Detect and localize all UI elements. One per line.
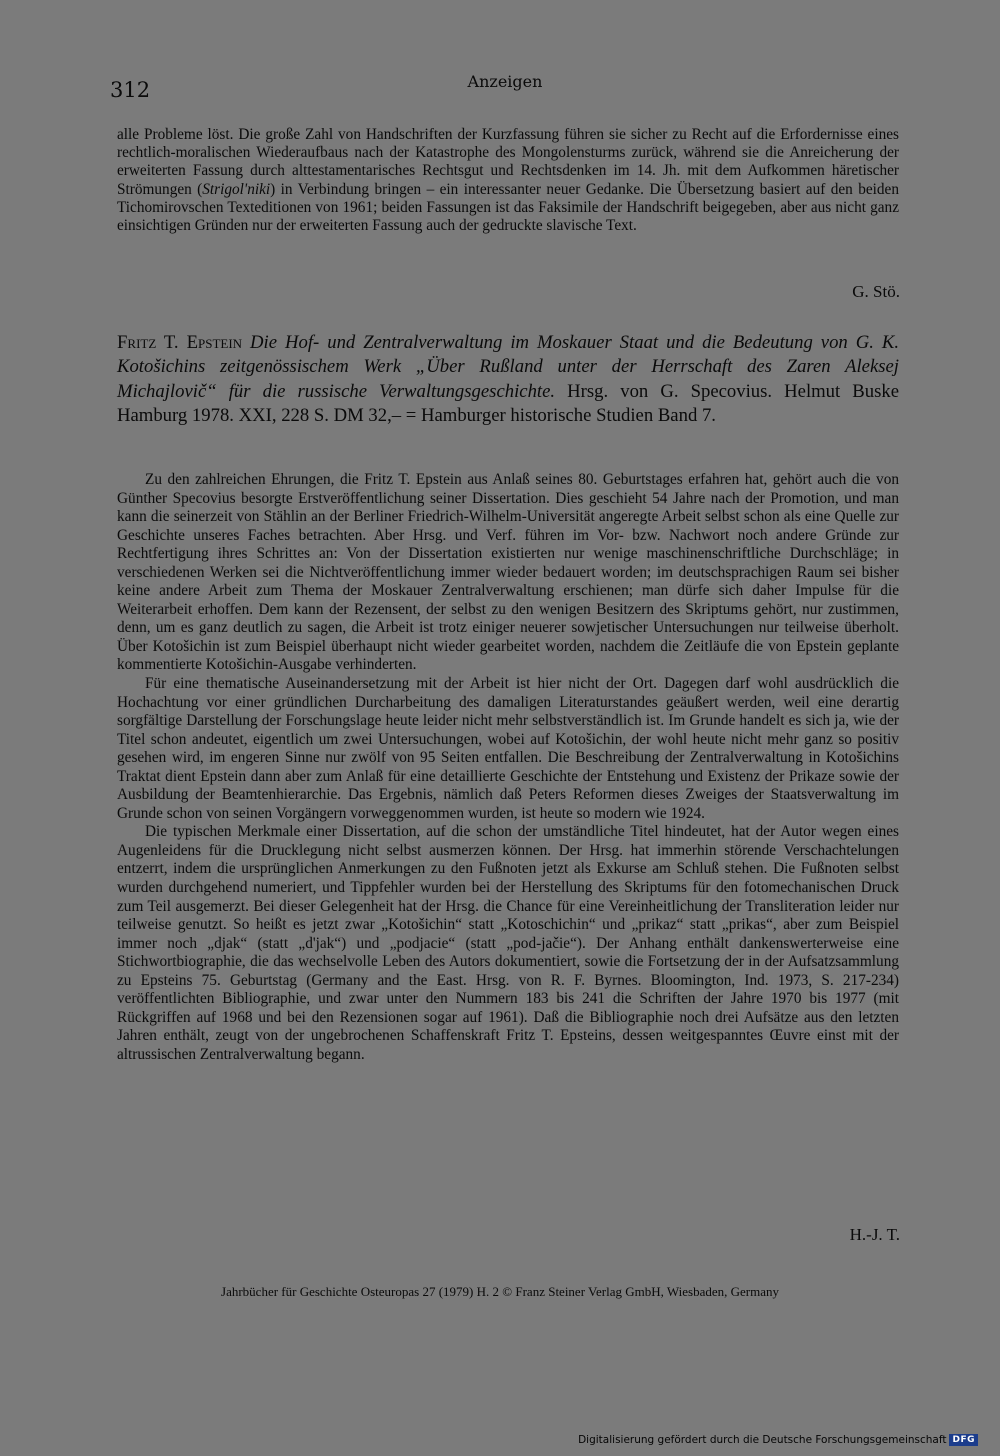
credit-text: Digitalisierung gefördert durch die Deutsche Forschungsgemeinschaft	[578, 1434, 947, 1446]
previous-review-part-2: ) in Verbindung bringen – ein interessanter neuer Gedanke. Die Übersetzung basiert auf den beiden Tichomirovschen Texteditionen von 1961; beiden Fassungen ist das Faksimile der Handschrift beigegeben, aber aus nicht ganz einsichtigen Gründen nur der erweiterten Fassung auch der gedruckte slavische Text.	[117, 180, 899, 235]
citation-author: Fritz T. Epstein	[117, 332, 243, 353]
citation-details: Hrsg. von G. Specovius. Helmut Buske Hamburg 1978. XXI, 228 S. DM 32,– = Hamburger historische Studien Band 7.	[117, 380, 899, 427]
review-body	[117, 471, 899, 1065]
book-citation	[117, 331, 899, 429]
previous-review-italic: Strigol'niki	[202, 180, 271, 198]
page-number: 312	[110, 78, 151, 102]
dfg-logo-icon: DFG	[949, 1434, 978, 1446]
previous-review-part-1: alle Probleme löst. Die große Zahl von Handschriften der Kurzfassung führen sie sicher zu Recht auf die Erfordernisse eines rechtlich-moralischen Wiederaufbaus nach der Katastrophe des Mongolensturms zurück, während sie die Anreicherung der erweiterten Fassung durch alttestamentarisches Rechtsgut und Rechtsdenken im 14. Jh. mit dem Aufkommen häretischer Strömungen (	[117, 126, 899, 198]
running-head: Anzeigen	[467, 72, 543, 91]
review-paragraph: Die typischen Merkmale einer Dissertation, auf die schon der umständliche Titel hindeutet, hat der Autor wegen eines Augenleidens für die Drucklegung nicht selbst ausmerzen können. Der Hrsg. hat immerhin störende Verschachtelungen entzerrt, indem die ursprünglichen Anmerkungen zu den Fußnoten jetzt als Exkurse am Schluß stehen. Die Fußnoten selbst wurden durchgehend numeriert, und Tippfehler wurden bei der Herstellung des Skriptums für den fotomechanischen Druck zum Teil ausgemerzt. Bei dieser Gelegenheit hat der Hrsg. die Chance für eine Vereinheitlichung der Transliteration leider nur teilweise genutzt. So heißt es jetzt zwar „Kotošichin“ statt „Kotoschichin“ und „prikaz“ statt „prikas“, aber zum Beispiel immer noch „djak“ (statt „d'jak“) und „podjacie“ (statt „pod-jačie“). Der Anhang enthält dankenswerterweise eine Stichwortbiographie, die das wechselvolle Leben des Autors dokumentiert, sowie die Fortsetzung der in der Aufsatzsammlung zu Epsteins 75. Geburtstag (Germany and the East. Hrsg. von R. F. Byrnes. Bloomington, Ind. 1973, S. 217-234) veröffentlichten Bibliographie, und zwar unter den Nummern 183 bis 241 die Schriften der Jahre 1970 bis 1977 (mit Rückgriffen auf 1968 und bei den Rezensionen sogar auf 1961). Daß die Bibliographie noch drei Aufsätze aus den letzten Jahren enthält, zeugt von der ungebrochenen Schaffenskraft Fritz T. Epsteins, dessen weitgespanntes Œuvre einst mit der altrussischen Zentralverwaltung begann.	[117, 823, 899, 1063]
previous-review-text	[117, 126, 899, 235]
digitization-credit	[578, 1434, 978, 1446]
journal-footer: Jahrbücher für Geschichte Osteuropas 27 (1979) H. 2 © Franz Steiner Verlag GmbH, Wiesbaden, Germany	[221, 1284, 779, 1299]
review-signature: H.-J. T.	[849, 1225, 900, 1244]
previous-review-signature: G. Stö.	[852, 282, 900, 301]
review-paragraph: Für eine thematische Auseinandersetzung mit der Arbeit ist hier nicht der Ort. Dagegen darf wohl ausdrücklich die Hochachtung vor einer gründlichen Durcharbeitung des damaligen Literaturstandes geäußert werden, weil eine derartig sorgfältige Darstellung der Forschungslage heute leider nicht mehr selbstverständlich ist. Im Grunde handelt es sich ja, wie der Titel schon andeutet, eigentlich um zwei Untersuchungen, wobei auf Kotošichin, der wohl heute nicht mehr ganz so positiv gesehen wird, im engeren Sinne nur zwölf von 95 Seiten entfallen. Die Beschreibung der Zentralverwaltung in Kotošichins Traktat dient Epstein dann aber zum Anlaß für eine detaillierte Geschichte der Entstehung und Existenz der Prikaze sowie der Ausbildung der Beamtenhierarchie. Das Ergebnis, nämlich daß Peters Reformen dieses Zweiges der Staatsverwaltung im Grunde schon von seinen Vorgängern vorweggenommen wurden, ist heute so modern wie 1924.	[117, 675, 899, 822]
page-header	[110, 72, 900, 102]
review-paragraph: Zu den zahlreichen Ehrungen, die Fritz T. Epstein aus Anlaß seines 80. Geburtstages erfahren hat, gehört auch die von Günther Specovius besorgte Erstveröffentlichung seiner Dissertation. Dies geschieht 54 Jahre nach der Promotion, und man kann die seinerzeit von Stählin an der Berliner Friedrich-Wilhelm-Universität angeregte Arbeit selbst schon als eine Quelle zur Geschichte unseres Faches betrachten. Aber Hrsg. und Verf. führen im Vor- bzw. Nachwort noch andere Gründe zur Rechtfertigung ihres Schrittes an: Von der Dissertation existierten nur wenige maschinenschriftliche Durchschläge; in verschiedenen Werken sei die Nichtveröffentlichung immer wieder bedauert worden; im deutschsprachigen Raum sei bisher keine andere Arbeit zum Thema der Moskauer Zentralverwaltung erschienen; man dürfe sich daher Impulse für die Weiterarbeit erhoffen. Dem kann der Rezensent, der selbst zu den wenigen Besitzern des Skriptums gehört, nur zustimmen, denn, um es ganz deutlich zu sagen, die Arbeit ist trotz einiger neuerer sowjetischer Untersuchungen nur teilweise überholt. Über Kotošichin ist zum Beispiel überhaupt nicht wieder gearbeitet worden, nachdem die Zeitläufe die von Epstein geplante kommentierte Kotošichin-Ausgabe verhinderten.	[117, 471, 899, 674]
citation-title: Die Hof- und Zentralverwaltung im Moskauer Staat und die Bedeutung von G. K. Kotošichins zeitgenössischem Werk „Über Rußland unter der Herrschaft des Zaren Aleksej Michajlovič“ für die russische Verwaltungsgeschichte.	[117, 332, 900, 402]
